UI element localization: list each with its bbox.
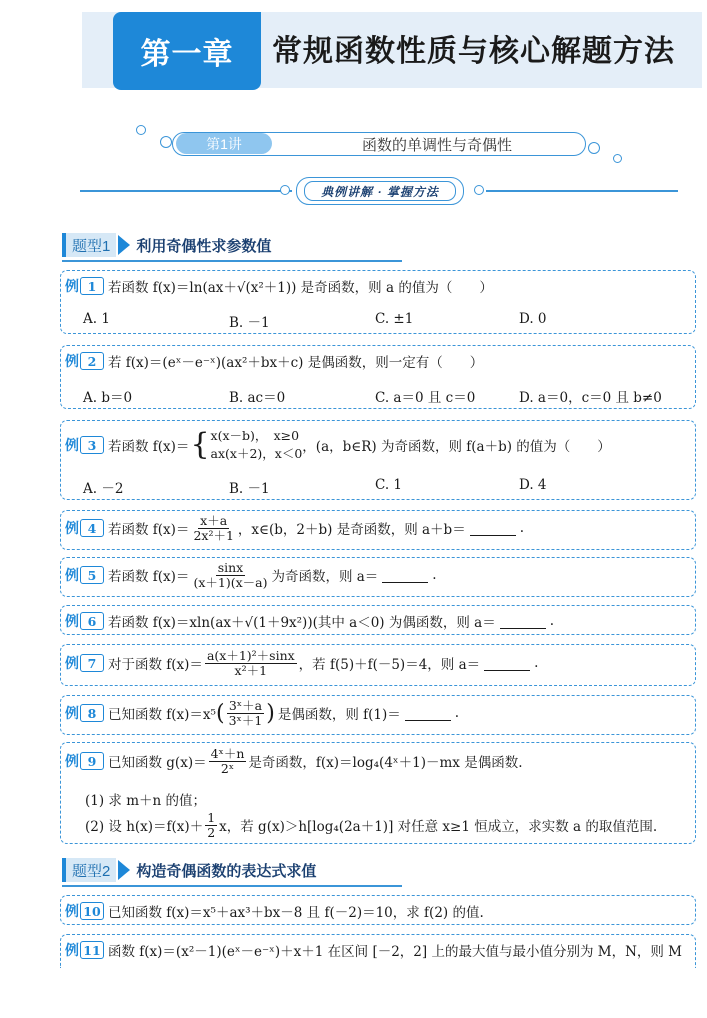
piecewise-cases: x(x－b)， x≥0 ax(x＋2)，x＜0 <box>210 428 303 461</box>
question-text: 若函数 f(x)＝xln(ax＋√(1＋9x²))(其中 a＜0) 为偶函数，则 a＝ <box>108 615 496 631</box>
example-3 <box>60 420 696 500</box>
example-5: 例 5 若函数 f(x)＝ $\frac{\sin x}{(x+1)(x-a)}$ 为奇函数，则 a＝ . <box>60 557 696 597</box>
answer-blank[interactable] <box>405 706 451 721</box>
type-label: 题型1 <box>62 233 116 257</box>
type-header-1 <box>62 232 271 258</box>
sub-question-2: (2) 设 h(x)＝f(x)＋ <box>85 819 204 836</box>
option-d: D. a＝0，c＝0 且 b≠0 <box>519 390 662 406</box>
example-1 <box>60 270 696 334</box>
type-title: 构造奇偶函数的表达式求值 <box>136 862 317 880</box>
fraction: $\frac{1}{2}$ <box>207 810 216 840</box>
piecewise-brace: { <box>190 427 210 462</box>
example-label: 例 8 <box>65 703 104 723</box>
paren-right: ) <box>266 700 275 726</box>
example-8: 例 8 已知函数 f(x)＝x⁵ ( $\frac{\text{3ˣ＋a}}{\text{3ˣ＋1}}$ ) 是偶函数，则 f(1)＝ . <box>60 695 696 735</box>
question-text-tail: ，(a，b∈R) 为奇函数，则 f(a＋b) 的值为（ ） <box>302 439 611 455</box>
question-text: 若函数 f(x)＝ln(ax＋√(x²＋1)) 是奇函数，则 a 的值为（ ） <box>108 280 493 296</box>
banner-line-left <box>80 190 292 192</box>
example-10 <box>60 895 696 925</box>
option-a: A. －2 <box>83 481 124 497</box>
example-2 <box>60 345 696 409</box>
example-label: 例 1 <box>65 276 104 296</box>
method-banner <box>296 177 464 205</box>
example-label: 例 4 <box>65 518 104 538</box>
example-label: 例 5 <box>65 565 104 585</box>
fraction: $\frac{\text{a(x＋1)²＋sinx}}{\text{x²＋1}}$ <box>206 648 295 678</box>
example-label: 例 10 <box>65 901 104 921</box>
chapter-title: 常规函数性质与核心解题方法 <box>272 35 675 68</box>
deco-circle <box>280 185 290 195</box>
example-label: 例 7 <box>65 653 104 673</box>
arrow-right-icon <box>118 235 130 255</box>
option-b: B. －1 <box>229 481 270 497</box>
banner-line-right <box>486 190 678 192</box>
example-11 <box>60 934 696 968</box>
lecture-title: 函数的单调性与奇偶性 <box>361 137 512 154</box>
example-label: 例 9 <box>65 751 104 771</box>
arrow-right-icon <box>118 860 130 880</box>
option-c: C. ±1 <box>375 311 414 327</box>
answer-blank[interactable] <box>500 614 546 629</box>
deco-circle <box>474 185 484 195</box>
question-text: 函数 f(x)＝(x²－1)(eˣ－e⁻ˣ)＋x＋1 在区间 [－2，2] 上的最大值与最小值分别为 M，N，则 M <box>108 944 682 960</box>
option-a: A. 1 <box>83 311 110 327</box>
example-9: 例 9 已知函数 g(x)＝ $\frac{\text{4ˣ＋n}}{\text{2ˣ}}$ 是奇函数，f(x)＝log₄(4ˣ＋1)－mx 是偶函数. (1) 求 m＋n 的值； (2) 设 h(x)＝f(x)＋ $\frac{1}{2}$ x，若 g(x)＞h[log₄(2a＋1)] 对任意 x≥1 恒成立，求实数 a 的取值范围. <box>60 742 696 844</box>
example-label: 例 6 <box>65 611 104 631</box>
fraction: $\frac{x+a}{\text{2x²＋1}}$ <box>193 513 234 543</box>
fraction: $\frac{\text{4ˣ＋n}}{\text{2ˣ}}$ <box>210 746 245 776</box>
example-label: 例 2 <box>65 351 104 371</box>
fraction: $\frac{\text{3ˣ＋a}}{\text{3ˣ＋1}}$ <box>228 698 263 728</box>
lecture-pill <box>162 128 592 156</box>
type-underline <box>62 260 402 262</box>
example-6: 例 6 若函数 f(x)＝xln(ax＋√(1＋9x²))(其中 a＜0) 为偶函数，则 a＝ . <box>60 605 696 635</box>
paren-left: ( <box>215 700 225 726</box>
option-d: D. 0 <box>519 311 547 327</box>
deco-circle <box>136 125 146 135</box>
option-c: C. a＝0 且 c＝0 <box>375 390 476 406</box>
fraction: $\frac{\sin x}{(x+1)(x-a)}$ <box>193 560 268 590</box>
option-d: D. 4 <box>519 477 547 493</box>
deco-circle <box>588 142 600 154</box>
option-b: B. －1 <box>229 315 270 331</box>
question-text: 若函数 f(x)＝ <box>108 439 190 455</box>
type-title: 利用奇偶性求参数值 <box>136 237 272 255</box>
example-label: 例 11 <box>65 940 104 960</box>
method-banner-text: 典例讲解 · 掌握方法 <box>304 181 456 201</box>
chapter-label: 第一章 <box>113 12 261 90</box>
type-label: 题型2 <box>62 858 116 882</box>
deco-circle <box>613 154 622 163</box>
sub-question-1: (1) 求 m＋n 的值； <box>85 793 206 809</box>
example-7: 例 7 对于函数 f(x)＝ $\frac{\text{a(x＋1)²＋sinx}}{\text{x²＋1}}$ ，若 f(5)＋f(－5)＝4，则 a＝ . <box>60 644 696 686</box>
option-a: A. b＝0 <box>83 390 133 406</box>
type-underline <box>62 885 402 887</box>
question-text: 已知函数 f(x)＝x⁵＋ax³＋bx－8 且 f(－2)＝10，求 f(2) 的值. <box>108 905 484 921</box>
example-label: 例 3 <box>65 435 104 455</box>
lecture-label: 第1讲 <box>176 133 272 154</box>
answer-blank[interactable] <box>382 568 428 583</box>
example-4: 例 4 若函数 f(x)＝ $\frac{x+a}{\text{2x²＋1}}$ ，x∈(b，2＋b) 是奇函数，则 a＋b＝ . <box>60 510 696 550</box>
question-text: 若 f(x)＝(eˣ－e⁻ˣ)(ax²＋bx＋c) 是偶函数，则一定有（ ） <box>108 355 484 371</box>
option-b: B. ac＝0 <box>229 390 286 406</box>
answer-blank[interactable] <box>484 656 530 671</box>
answer-blank[interactable] <box>470 521 516 536</box>
option-c: C. 1 <box>375 477 403 493</box>
type-header-2 <box>62 857 316 883</box>
